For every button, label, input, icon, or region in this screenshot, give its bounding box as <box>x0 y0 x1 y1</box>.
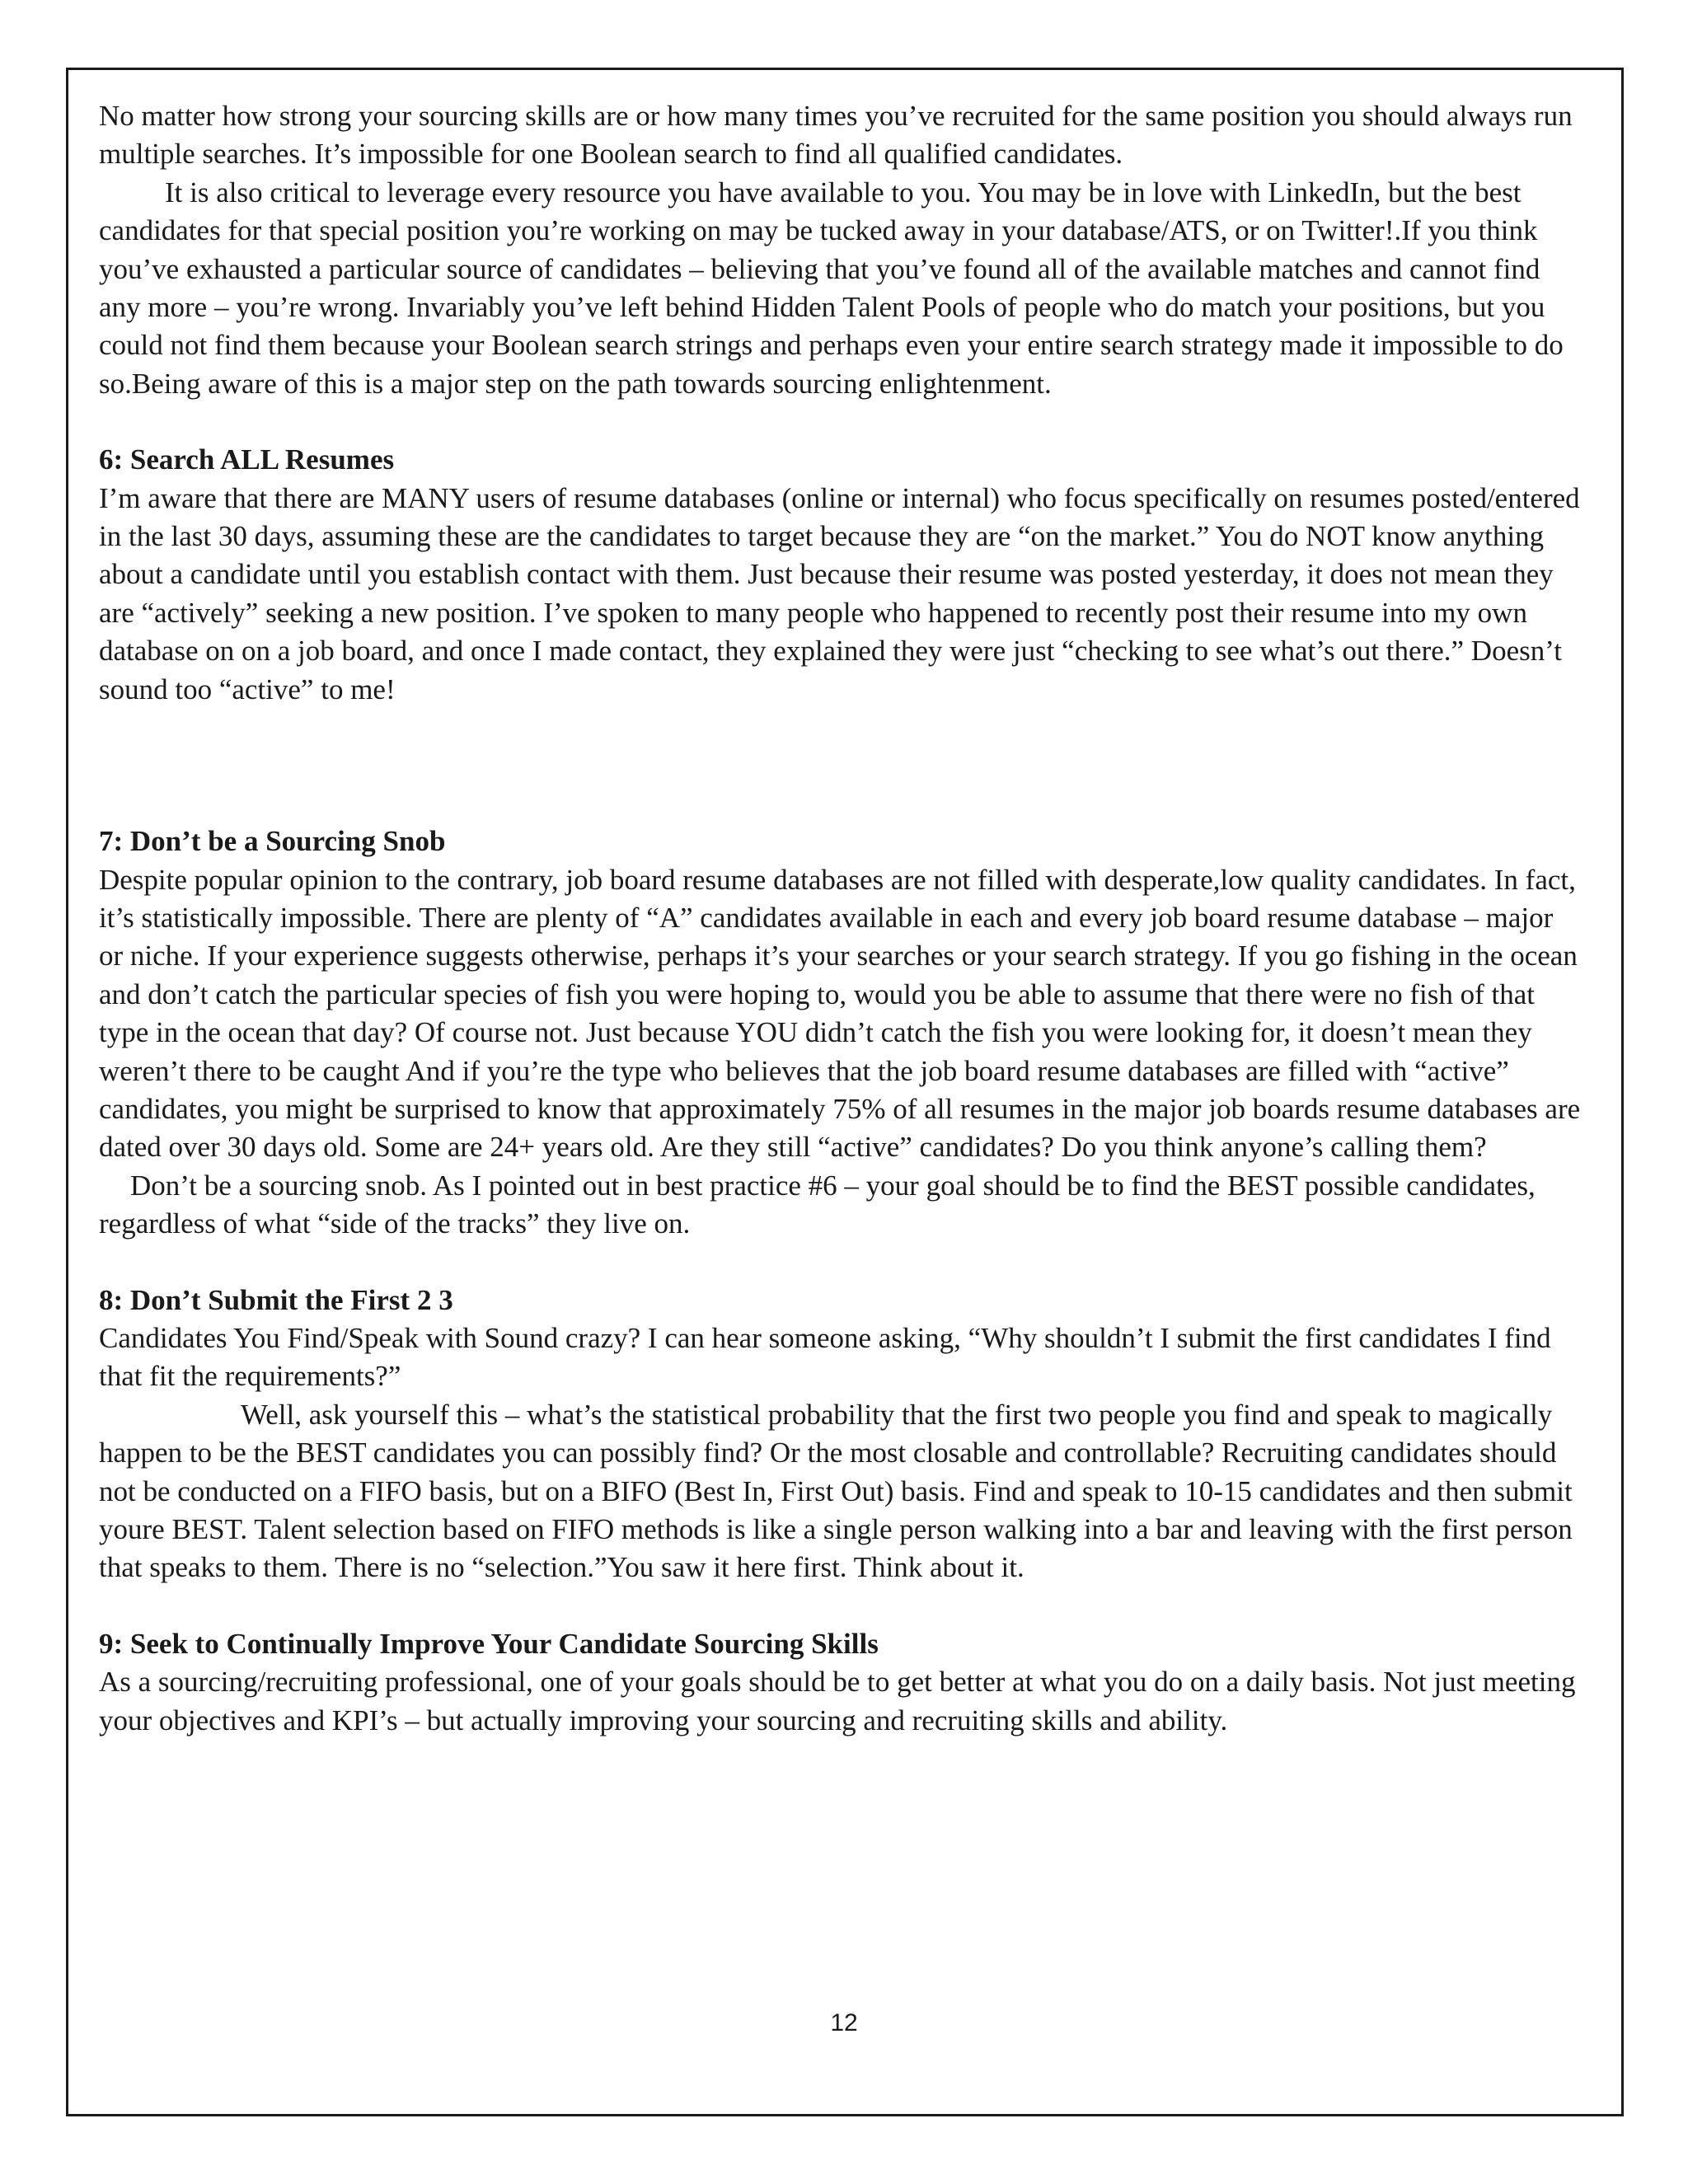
section-6-heading: 6: Search ALL Resumes <box>99 443 395 476</box>
spacer <box>99 1244 1582 1282</box>
intro-paragraph-1: No matter how strong your sourcing skills are or how many times you’ve recruited for the same position you should always run multiple searches. It’s impossible for one Boolean search to find all qualified candidates. <box>99 100 1573 171</box>
page-number: 12 <box>830 2009 858 2036</box>
spacer <box>99 1587 1582 1625</box>
section-7-paragraph-2: Don’t be a sourcing snob. As I pointed out in best practice #6 – your goal should be to find the BEST possible candidates, regardless of what “side of the tracks” they live on. <box>99 1169 1536 1240</box>
intro-paragraph-2: It is also critical to leverage every resource you have available to you. You may be in love with LinkedIn, but the best candidates for that special position you’re working on may be tucked away in your database/ATS, or on Twitter!.If you think you’ve exhausted a particular source of candidates – believing that you’ve found all of the available matches and cannot find any more – you’re wrong. Invariably you’ve left behind Hidden Talent Pools of people who do match your positions, but you could not find them because your Boolean search strings and perhaps even your entire search strategy made it impossible to do so.Being aware of this is a major step on the path towards sourcing enlightenment. <box>99 176 1564 400</box>
spacer <box>99 403 1582 441</box>
section-8-paragraph-2: Well, ask yourself this – what’s the statistical probability that the first two people you find and speak to magically happen to be the BEST candidates you can possibly find? Or the most closable and controllable? Recruiting candidates should not be conducted on a FIFO basis, but on a BIFO (Best In, First Out) basis. Find and speak to 10-15 candidates and then submit youre BEST. Talent selection based on FIFO methods is like a single person walking into a bar and leaving with the first person that speaks to them. There is no “selection.”You saw it here first. Think about it. <box>99 1398 1573 1584</box>
section-6-paragraph-1: I’m aware that there are MANY users of resume databases (online or internal) who focus specifically on resumes posted/entered in the last 30 days, assuming these are the candidates to target because they are “on the market.” You do NOT know anything about a candidate until you establish contact with them. Just because their resume was posted yesterday, it does not mean they are “actively” seeking a new position. I’ve spoken to many people who happened to recently post their resume into my own database on on a job board, and once I made contact, they explained they were just “checking to see what’s out there.” Doesn’t sound too “active” to me! <box>99 481 1580 705</box>
spacer <box>99 709 1582 823</box>
section-8-heading: 8: Don’t Submit the First 2 3 <box>99 1283 453 1316</box>
section-8-paragraph-1: Candidates You Find/Speak with Sound crazy? I can hear someone asking, “Why shouldn’t I submit the first candidates I find that fit the requirements?” <box>99 1321 1551 1393</box>
section-7-paragraph-1: Despite popular opinion to the contrary, job board resume databases are not filled with desperate,low quality candidates. In fact, it’s statistically impossible. There are plenty of “A” candidates available in each and every job board resume database – major or niche. If your experience suggests otherwise, perhaps it’s your searches or your search strategy. If you go fishing in the ocean and don’t catch the particular species of fish you were hoping to, would you be able to assume that there were no fish of that type in the ocean that day? Of course not. Just because YOU didn’t catch the fish you were looking for, it doesn’t mean they weren’t there to be caught And if you’re the type who believes that the job board resume databases are filled with “active” candidates, you might be surprised to know that approximately 75% of all resumes in the major job boards resume databases are dated over 30 days old. Some are 24+ years old. Are they still “active” candidates? Do you think anyone’s calling them? <box>99 863 1581 1164</box>
section-7-heading: 7: Don’t be a Sourcing Snob <box>99 825 446 858</box>
document-body <box>99 97 1582 1740</box>
section-9-paragraph-1: As a sourcing/recruiting professional, one of your goals should be to get better at what you do on a daily basis. Not just meeting your objectives and KPI’s – but actually improving your sourcing and recruiting skills and ability. <box>99 1666 1576 1736</box>
section-9-heading: 9: Seek to Continually Improve Your Candidate Sourcing Skills <box>99 1627 879 1660</box>
